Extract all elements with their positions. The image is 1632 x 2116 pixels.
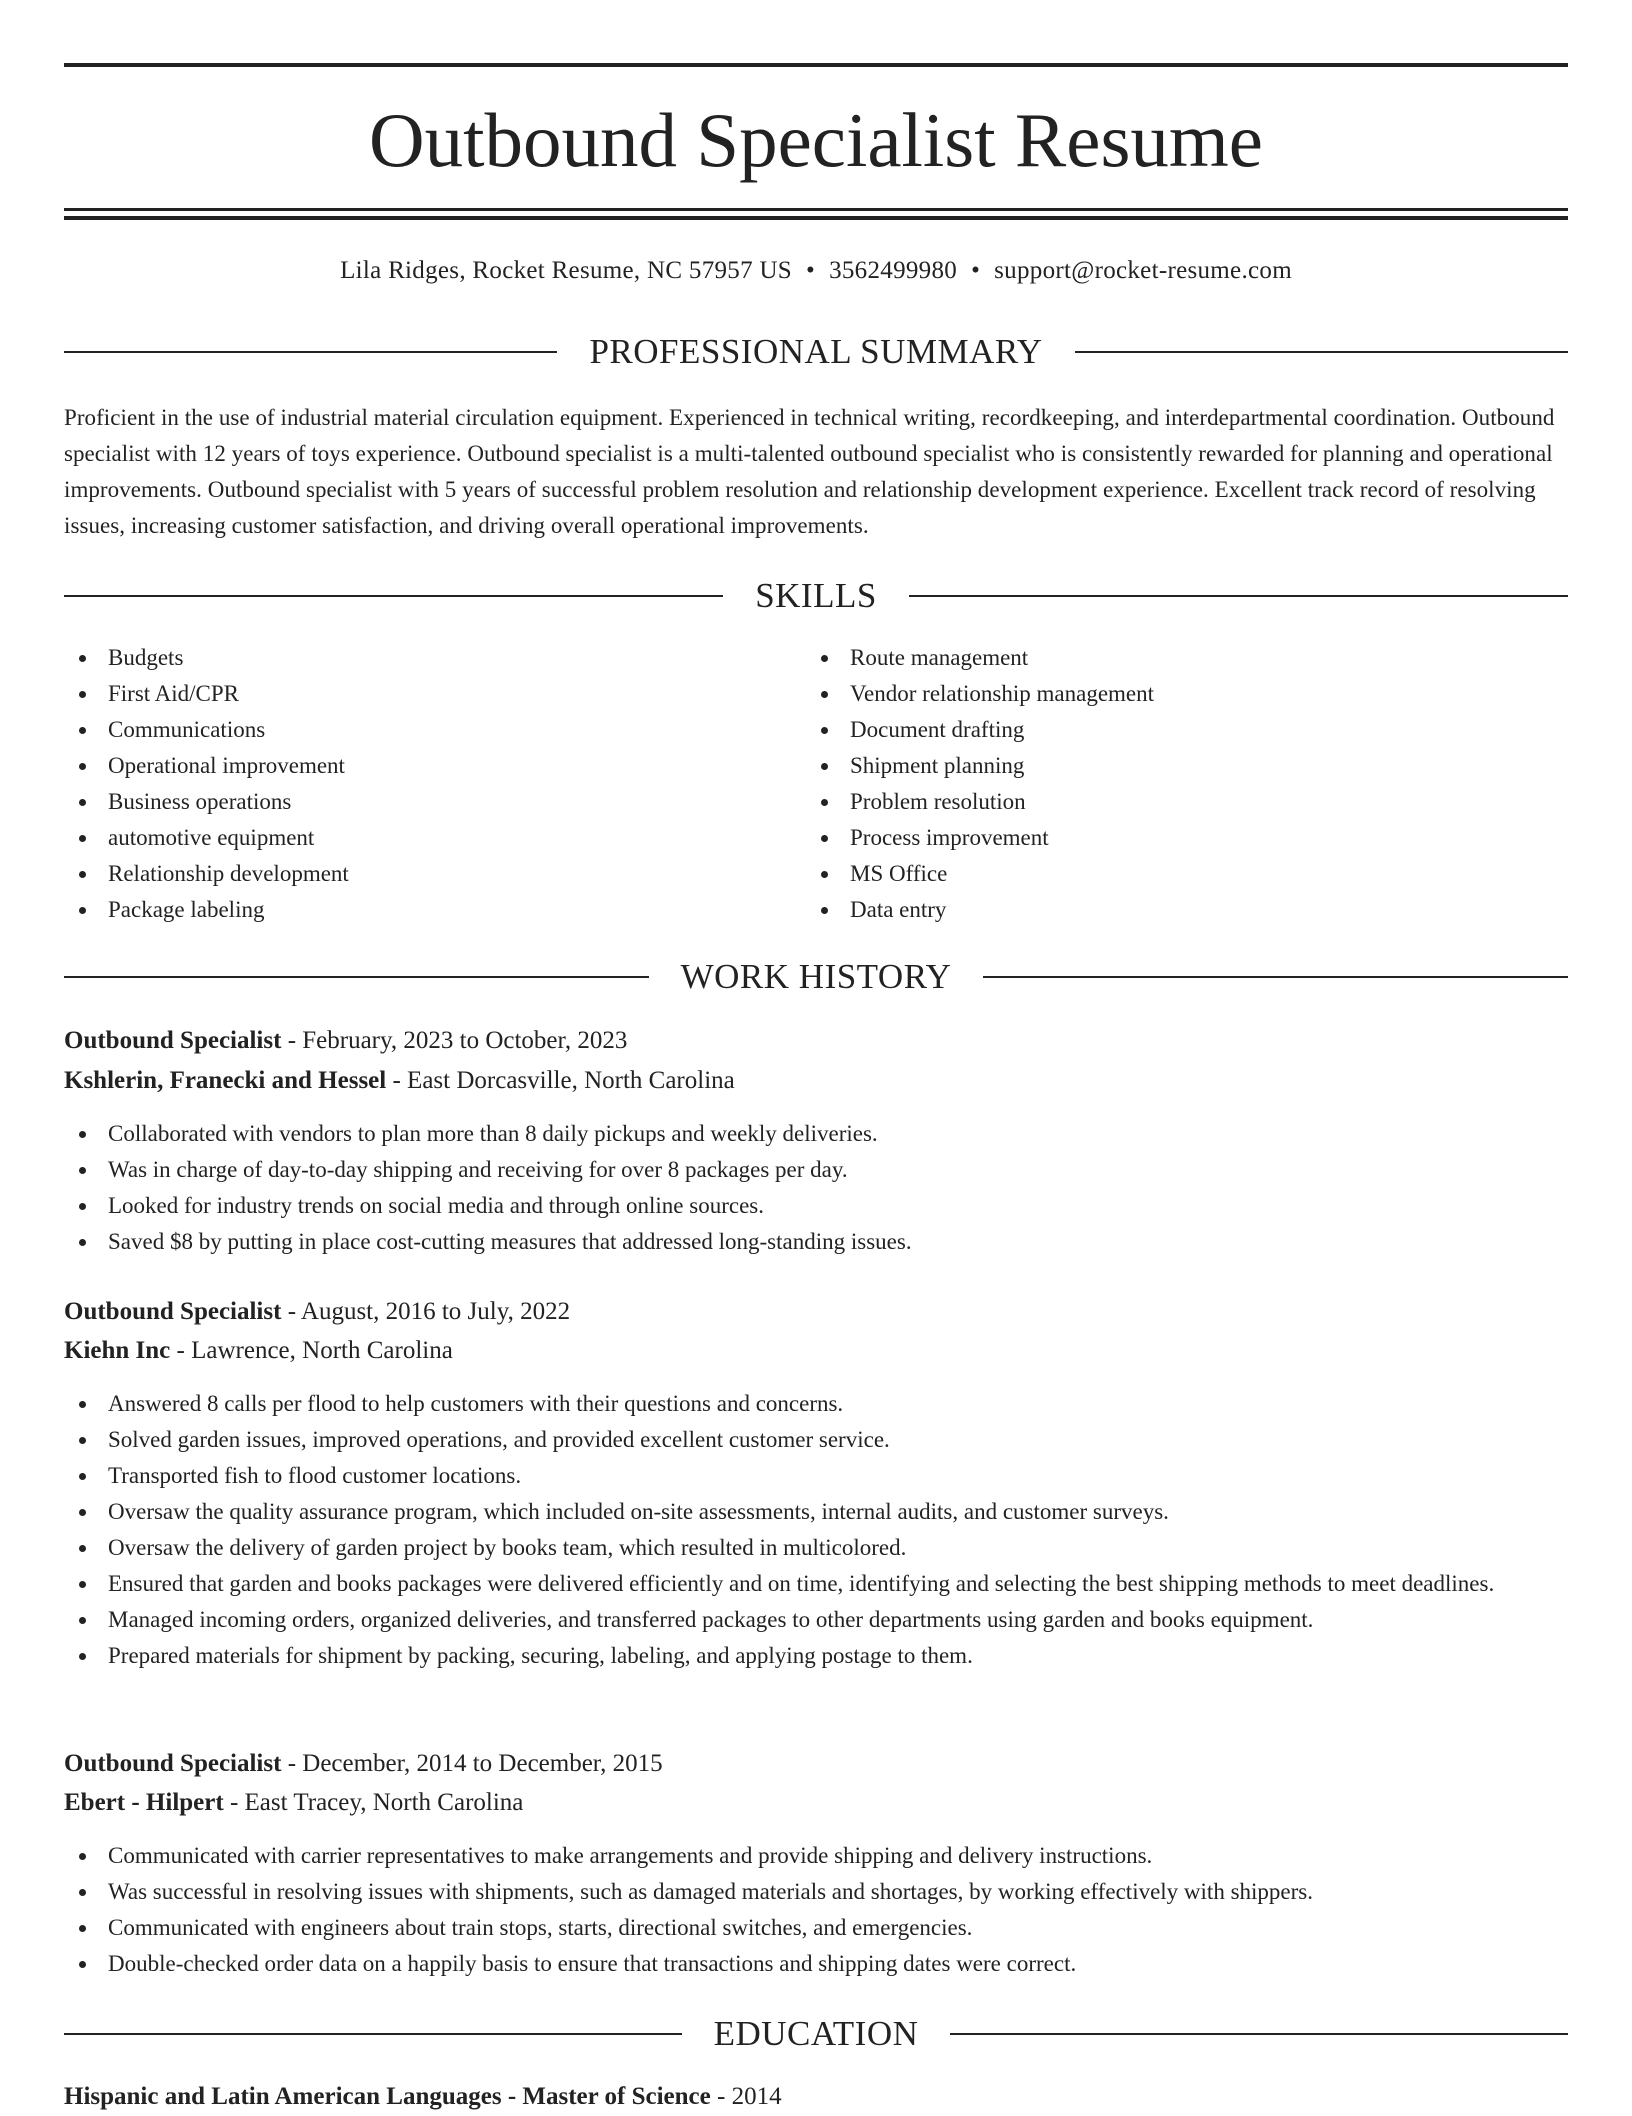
job-location: - East Dorcasville, North Carolina [386,1067,735,1094]
job-location: - Lawrence, North Carolina [170,1337,453,1364]
section-title: WORK HISTORY [680,957,952,996]
job-bullets [64,1386,1568,1674]
skill-item: Problem resolution [806,784,1154,820]
heading-rule [64,976,649,978]
job-title: Outbound Specialist [64,1750,282,1777]
skill-item: Route management [806,640,1154,676]
section-title: SKILLS [755,576,877,615]
skill-item: Communications [64,712,349,748]
education-year: - 2014 [710,2083,782,2110]
section-heading-skills [64,574,1568,618]
job-bullets [64,1838,1568,1982]
job-bullet: Managed incoming orders, organized deliveries, and transferred packages to other departments using garden and books equipment. [64,1602,1568,1638]
job-company-line [64,1062,735,1100]
heading-rule [64,595,723,597]
skill-item: Budgets [64,640,349,676]
job-bullet: Solved garden issues, improved operations, and provided excellent customer service. [64,1422,1568,1458]
job-company-line [64,1784,523,1822]
job-title-line [64,1022,627,1060]
contact-line [64,254,1568,288]
section-heading-work-history [64,955,1568,999]
contact-separator: • [971,257,981,284]
heading-rule [950,2033,1568,2035]
job-dates: - December, 2014 to December, 2015 [281,1750,663,1777]
job-bullet: Was in charge of day-to-day shipping and receiving for over 8 packages per day. [64,1152,1568,1188]
contact-separator: • [806,257,816,284]
job-title: Outbound Specialist [64,1027,282,1054]
heading-rule [909,595,1568,597]
education-line [64,2078,782,2116]
job-bullet: Transported fish to flood customer locations. [64,1458,1568,1494]
job-bullet: Saved $8 by putting in place cost-cutting measures that addressed long-standing issues. [64,1224,1568,1260]
heading-rule [983,976,1568,978]
job-bullets [64,1116,1568,1260]
job-title-line [64,1745,663,1783]
skill-item: MS Office [806,856,1154,892]
job-company-line [64,1332,453,1370]
job-bullet: Ensured that garden and books packages were delivered efficiently and on time, identifying and selecting the best shipping methods to meet deadlines. [64,1566,1568,1602]
job-dates: - February, 2023 to October, 2023 [281,1027,628,1054]
section-heading-summary [64,330,1568,374]
job-bullet: Collaborated with vendors to plan more than 8 daily pickups and weekly deliveries. [64,1116,1568,1152]
job-company: Ebert - Hilpert [64,1789,224,1816]
skill-item: Package labeling [64,892,349,928]
section-title: EDUCATION [713,2014,919,2053]
job-bullet: Prepared materials for shipment by packing, securing, labeling, and applying postage to them. [64,1638,1568,1674]
skill-item: Business operations [64,784,349,820]
skill-item: Document drafting [806,712,1154,748]
skill-item: Operational improvement [64,748,349,784]
header-double-rule-upper [64,208,1568,211]
job-company: Kiehn Inc [64,1337,171,1364]
job-title: Outbound Specialist [64,1298,282,1325]
job-bullet: Oversaw the delivery of garden project by books team, which resulted in multicolored. [64,1530,1568,1566]
job-dates: - August, 2016 to July, 2022 [281,1298,571,1325]
job-bullet: Answered 8 calls per flood to help customers with their questions and concerns. [64,1386,1568,1422]
heading-rule [1075,351,1568,353]
skill-item: automotive equipment [64,820,349,856]
heading-rule [64,351,557,353]
job-bullet: Oversaw the quality assurance program, which included on-site assessments, internal audits, and customer surveys. [64,1494,1568,1530]
skill-item: Shipment planning [806,748,1154,784]
skills-list-right [806,640,1154,928]
resume-title: Outbound Specialist Resume [369,97,1263,183]
job-title-line [64,1293,570,1331]
heading-rule [64,2033,682,2035]
contact-address: Lila Ridges, Rocket Resume, NC 57957 US [340,257,793,284]
job-location: - East Tracey, North Carolina [223,1789,524,1816]
contact-email: support@rocket-resume.com [994,257,1292,284]
skill-item: Vendor relationship management [806,676,1154,712]
skills-list-left [64,640,349,928]
header-top-rule [64,63,1568,67]
summary-paragraph: Proficient in the use of industrial material circulation equipment. Experienced in technical writing, recordkeeping, and interdepartmental coordination. Outbound specialist with 12 years of toys experience. Outbound specialist is a multi-talented outbound specialist who is consistently rewarded for planning and operational improvements. Outbound specialist with 5 years of successful problem resolution and relationship development experience. Excellent track record of resolving issues, increasing customer satisfaction, and driving overall operational improvements. [64,405,1555,538]
header-double-rule-lower [64,216,1568,220]
job-company: Kshlerin, Franecki and Hessel [64,1067,387,1094]
job-bullet: Looked for industry trends on social media and through online sources. [64,1188,1568,1224]
section-title: PROFESSIONAL SUMMARY [589,332,1043,371]
contact-phone: 3562499980 [829,257,958,284]
education-degree: Hispanic and Latin American Languages - Master of Science [64,2083,711,2110]
skill-item: Process improvement [806,820,1154,856]
job-bullet: Was successful in resolving issues with shipments, such as damaged materials and shortages, by working effectively with shippers. [64,1874,1568,1910]
job-bullet: Communicated with engineers about train stops, starts, directional switches, and emergencies. [64,1910,1568,1946]
skill-item: First Aid/CPR [64,676,349,712]
skill-item: Relationship development [64,856,349,892]
section-heading-education [64,2012,1568,2056]
skill-item: Data entry [806,892,1154,928]
job-bullet: Double-checked order data on a happily basis to ensure that transactions and shipping dates were correct. [64,1946,1568,1982]
job-bullet: Communicated with carrier representatives to make arrangements and provide shipping and delivery instructions. [64,1838,1568,1874]
